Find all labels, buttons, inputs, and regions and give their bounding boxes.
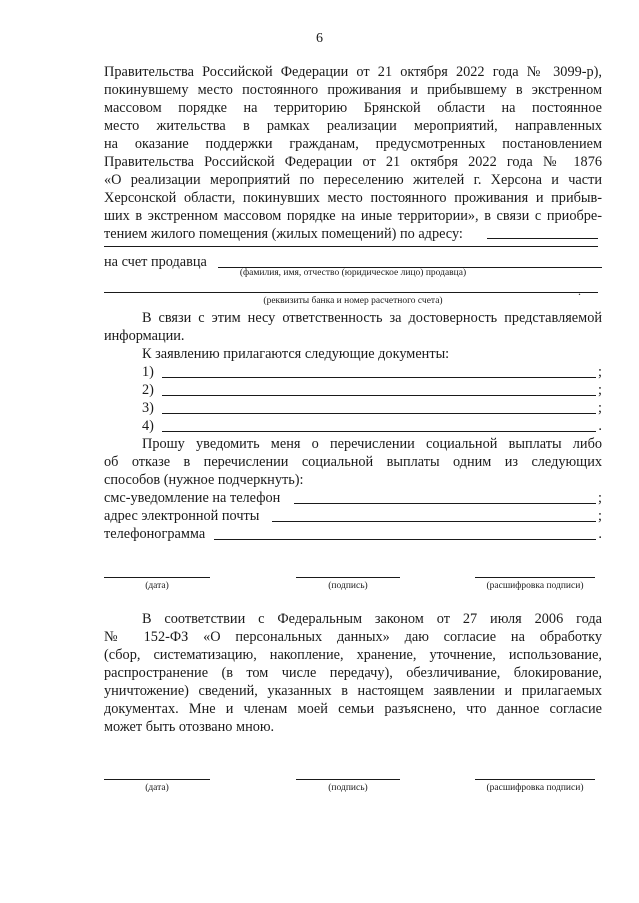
intro-line: место жительства в рамках реализации мероприятий, направленных <box>104 118 602 134</box>
consent-line: документах. Мне и членам моей семьи разъяснено, что данное согласие <box>104 701 602 717</box>
notify-option-email: адрес электронной почты ; <box>104 508 602 524</box>
consent-line: В соответствии с Федеральным законом от 27 июля 2006 года <box>142 611 602 627</box>
signature-caption: (подпись) <box>328 581 368 591</box>
date-field[interactable] <box>104 577 210 578</box>
seller-caption: (фамилия, имя, отчество (юридическое лицо) продавца) <box>239 268 467 278</box>
transcript-field-consent[interactable] <box>475 779 595 780</box>
notify-line: способов (нужное подчеркнуть): <box>104 472 304 488</box>
responsibility-line: информации. <box>104 328 185 344</box>
intro-line: ших в экстренном массовом порядке на иные территории», в связи с приобре- <box>104 208 602 224</box>
intro-line: на оказание поддержки гражданам, предусмотренных постановлением <box>104 136 602 152</box>
signature-field[interactable] <box>296 577 400 578</box>
notify-line: об отказе в перечислении социальной выплаты одним из следующих <box>104 454 602 470</box>
notify-option-sms: смс-уведомление на телефон ; <box>104 490 602 506</box>
address-field-continued[interactable] <box>104 246 598 247</box>
transcript-caption: (расшифровка подписи) <box>486 783 584 793</box>
consent-line: уничтожение) сведений, указанных в настоящем заявлении и прилагаемых <box>104 683 602 699</box>
date-caption: (дата) <box>145 581 169 591</box>
intro-line: Правительства Российской Федерации от 21 октября 2022 года № 1876 <box>104 154 602 170</box>
intro-line: массовом порядке на территорию Брянской области на постоянное <box>104 100 602 116</box>
bank-caption: (реквизиты банка и номер расчетного счета) <box>263 296 443 306</box>
documents-intro: К заявлению прилагаются следующие документы: <box>142 346 450 362</box>
document-item: 4) . <box>142 418 602 434</box>
seller-label: на счет продавца <box>104 254 207 270</box>
bank-details-field[interactable] <box>104 292 598 293</box>
intro-line: тением жилого помещения (жилых помещений) по адресу: <box>104 226 463 242</box>
intro-line: покинувшему место постоянного проживания и прибывшему в экстренном <box>104 82 602 98</box>
consent-line: № 152-ФЗ «О персональных данных» даю согласие на обработку <box>104 629 602 645</box>
document-field[interactable] <box>162 395 596 396</box>
document-item: 1) ; <box>142 364 602 380</box>
intro-line: Правительства Российской Федерации от 21 октября 2022 года № 3099-р), <box>104 64 602 80</box>
page-number: 6 <box>316 31 323 46</box>
consent-line: может быть отозвано мною. <box>104 719 275 735</box>
document-item: 3) ; <box>142 400 602 416</box>
notify-line: Прошу уведомить меня о перечислении социальной выплаты либо <box>142 436 602 452</box>
transcript-caption: (расшифровка подписи) <box>486 581 584 591</box>
date-caption: (дата) <box>145 783 169 793</box>
intro-line: Херсонской области, покинувших место постоянного проживания и прибыв- <box>104 190 602 206</box>
phone-field[interactable] <box>294 503 596 504</box>
consent-line: (сбор, систематизацию, накопление, хранение, уточнение, использование, <box>104 647 602 663</box>
date-field-consent[interactable] <box>104 779 210 780</box>
consent-line: распространение (в том числе передачу), обезличивание, блокирование, <box>104 665 602 681</box>
phonogram-field[interactable] <box>214 539 596 540</box>
document-field[interactable] <box>162 413 596 414</box>
email-field[interactable] <box>272 521 596 522</box>
responsibility-line: В связи с этим несу ответственность за достоверность представляемой <box>142 310 602 326</box>
document-item: 2) ; <box>142 382 602 398</box>
intro-line: «О реализации мероприятий по переселению жителей г. Херсона и части <box>104 172 602 188</box>
signature-field-consent[interactable] <box>296 779 400 780</box>
notify-option-phone-call: телефонограмма . <box>104 526 602 542</box>
address-field[interactable] <box>487 238 598 239</box>
signature-caption: (подпись) <box>328 783 368 793</box>
document-field[interactable] <box>162 431 596 432</box>
document-field[interactable] <box>162 377 596 378</box>
bank-line-end: . <box>578 284 581 298</box>
transcript-field[interactable] <box>475 577 595 578</box>
